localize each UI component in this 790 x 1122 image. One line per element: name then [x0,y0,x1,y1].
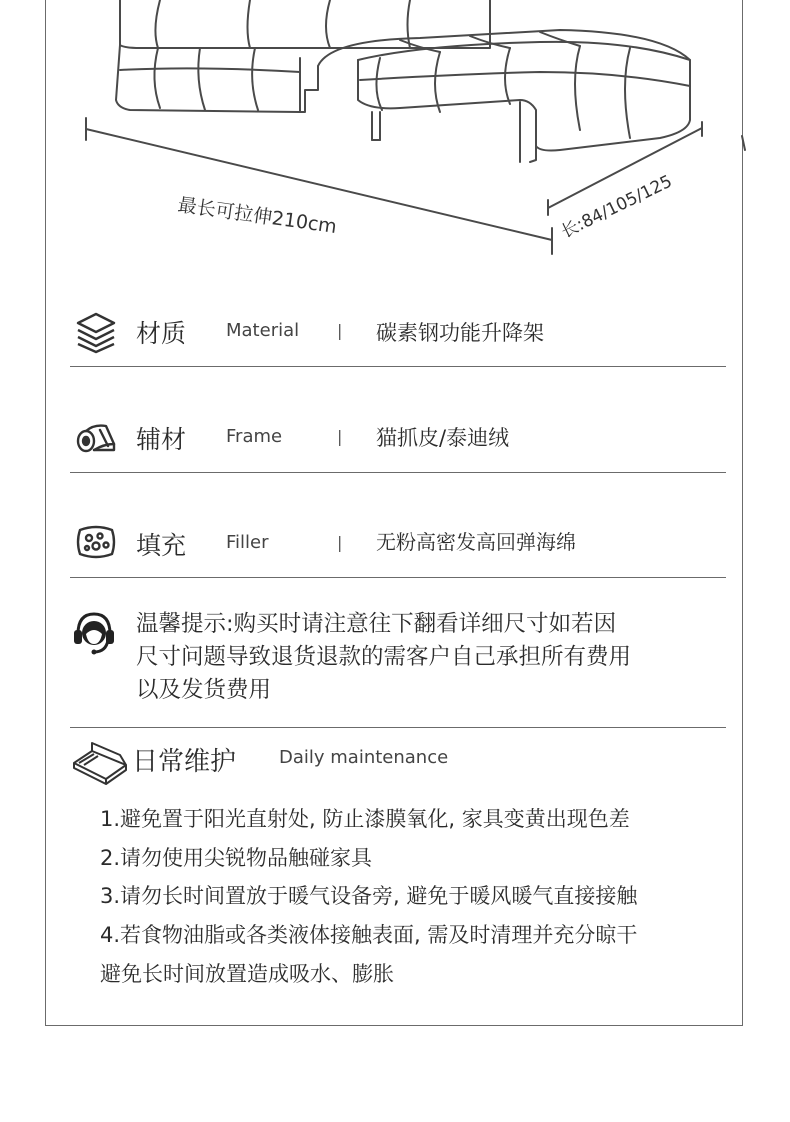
tip-line: 尺寸问题导致退货退款的需客户自己承担所有费用 [136,644,632,670]
spec-value: 碳素钢功能升降架 [376,321,544,345]
spec-label-cn: 辅材 [136,425,187,454]
divider [70,366,726,367]
sponge-icon [74,520,118,564]
sofa-bed-illustration [0,0,790,290]
customer-service-icon [70,608,118,656]
list-item: 4.若食物油脂或各类液体接触表面, 需及时清理并充分晾干 [100,923,638,948]
spec-label-en: Filler [226,532,269,553]
divider [70,577,726,578]
maintenance-title-en: Daily maintenance [279,747,449,768]
spec-label-cn: 材质 [136,319,187,348]
spec-value: 无粉高密发高回弹海绵 [376,530,576,554]
fabric-roll-icon [74,414,118,458]
maintenance-title: 日常维护 [132,747,237,777]
list-item: 1.避免置于阳光直射处, 防止漆膜氧化, 家具变黄出现色差 [100,807,630,831]
list-item: 2.请勿使用尖锐物品触碰家具 [100,845,373,870]
spec-label-cn: 填充 [136,531,187,560]
spec-separator: | [337,427,343,446]
divider [70,472,726,473]
spec-row-frame [70,414,726,519]
max-stretch-dimension: 最长可拉伸210cm [176,193,339,239]
spec-row-material [70,310,726,415]
book-icon [70,739,130,785]
length-dimension: 长:84/105/125 [558,171,676,243]
tip-line: 以及发货费用 [136,677,272,703]
layers-icon [74,310,118,354]
list-item: 3.请勿长时间置放于暖气设备旁, 避免于暖风暖气直接接触 [100,884,638,909]
spec-separator: | [337,321,343,340]
maintenance-list [100,800,720,994]
spec-label-en: Material [226,320,300,341]
maintenance-header [70,735,710,785]
divider [70,727,726,728]
spec-value: 猫抓皮/泰迪绒 [376,426,510,450]
spec-separator: | [337,533,343,552]
tip-text [136,608,696,707]
tip-line: 温馨提示:购买时请注意往下翻看详细尺寸如若因 [136,611,617,637]
spec-label-en: Frame [226,426,283,447]
list-item: 避免长时间放置造成吸水、膨胀 [100,961,394,986]
